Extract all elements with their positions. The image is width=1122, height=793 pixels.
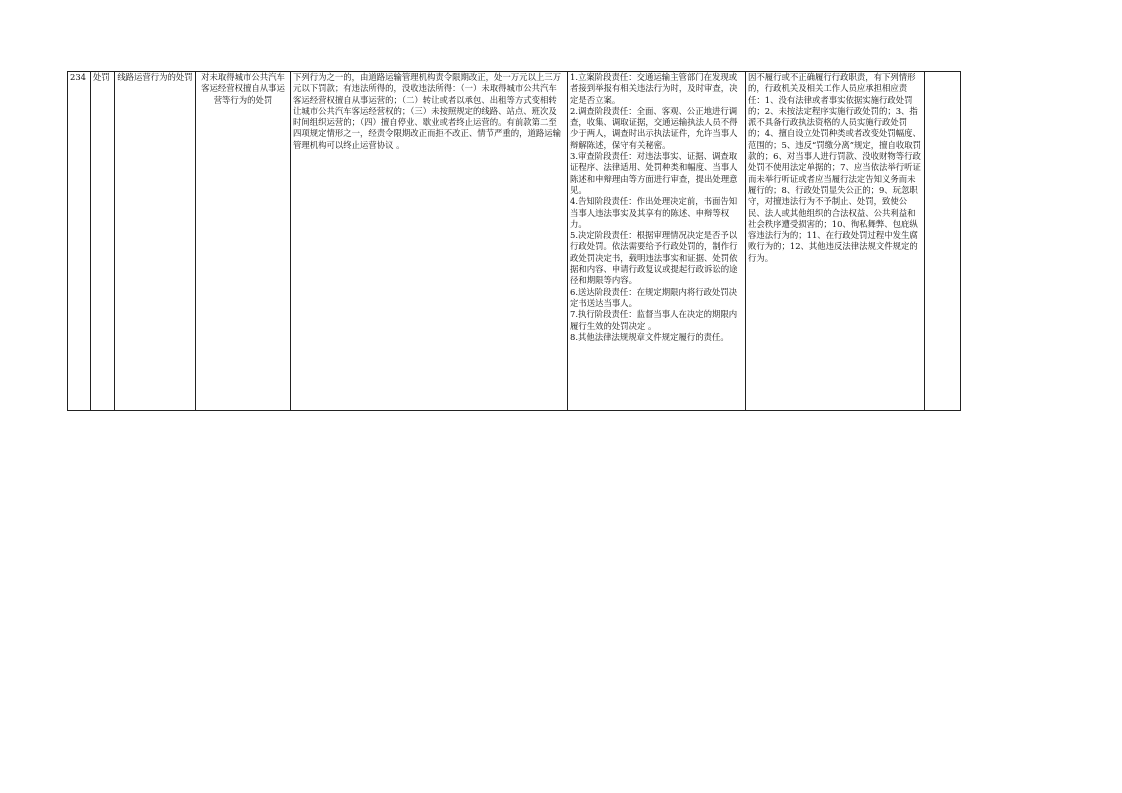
responsibility-item: 2.调查阶段责任：全面、客观、公正地进行调查，收集、调取证据，交通运输执法人员不得少于两人，调查时出示执法证件，允许当事人辩解陈述，保守有关秘密。 <box>570 105 738 150</box>
table-row <box>68 72 961 411</box>
accountability-text: 因不履行或不正确履行行政职责，有下列情形的，行政机关及相关工作人员应承担相应责任：1、没有法律或者事实依据实施行政处罚的；2、未按法定程序实施行政处罚的；3、指派不具备行政执法资格的人员实施行政处罚的；4、擅自设立处罚种类或者改变处罚幅度、范围的；5、违反“罚缴分离”规定，擅自收取罚款的；6、对当事人进行罚款、没收财物等行政处罚不使用法定单据的；7、应当依法举行听证而未举行听证或者应当履行法定告知义务而未履行的；8、行政处罚显失公正的；9、玩忽职守，对擅违法行为不予制止、处罚，致使公民、法人或其他组织的合法权益、公共利益和社会秩序遭受损害的；10、徇私舞弊、包庇纵容违法行为的；11、在行政处罚过程中发生腐败行为的；12、其他违反法律法规文件规定的行为。 <box>746 72 925 411</box>
legal-basis: 下列行为之一的，由道路运输管理机构责令限期改正，处一万元以上三万元以下罚款；有违法所得的，没收违法所得：（一）未取得城市公共汽车客运经营权擅自从事运营的；（二）转让或者以承包、出租等方式变相转让城市公共汽车客运经营权的；（三）未按照规定的线路、站点、班次及时间组织运营的；（四）擅自停业、歇业或者终止运营的。有前款第二至四项规定情形之一，经责令限期改正而拒不改正、情节严重的，道路运输管理机构可以终止运营协议 。 <box>291 72 568 411</box>
penalty-category: 处罚 <box>91 72 115 411</box>
item-name: 线路运营行为的处罚 <box>115 72 196 411</box>
sub-item-name: 对未取得城市公共汽车客运经营权擅自从事运营等行为的处罚 <box>196 72 291 411</box>
responsibility-item: 6.送达阶段责任：在规定期限内将行政处罚决定书送达当事人。 <box>570 286 738 308</box>
responsibility-item: 8.其他法律法规规章文件规定履行的责任。 <box>570 331 729 342</box>
responsibility-item: 3.审查阶段责任：对违法事实、证据、调查取证程序、法律适用、处罚种类和幅度、当事人陈述和申辩理由等方面进行审查，提出处理意见。 <box>570 151 738 195</box>
responsibility-item: 1.立案阶段责任：交通运输主管部门在发现或者接到举报有相关违法行为时，及时审查，决定是否立案。 <box>570 72 738 105</box>
responsibility-item: 7.执行阶段责任：监督当事人在决定的期限内履行生效的处罚决定 。 <box>570 309 738 331</box>
row-number: 234 <box>68 72 91 411</box>
responsibility-list <box>568 72 746 411</box>
penalty-table <box>67 71 961 411</box>
remarks-cell <box>925 72 961 411</box>
responsibility-item: 4.告知阶段责任：作出处理决定前，书面告知当事人违法事实及其享有的陈述、申辩等权力。 <box>570 196 738 229</box>
responsibility-item: 5.决定阶段责任：根据审理情况决定是否予以行政处罚。依法需要给予行政处罚的，制作行政处罚决定书，载明违法事实和证据、处罚依据和内容、申请行政复议或提起行政诉讼的途径和期限等内容。 <box>570 230 738 286</box>
